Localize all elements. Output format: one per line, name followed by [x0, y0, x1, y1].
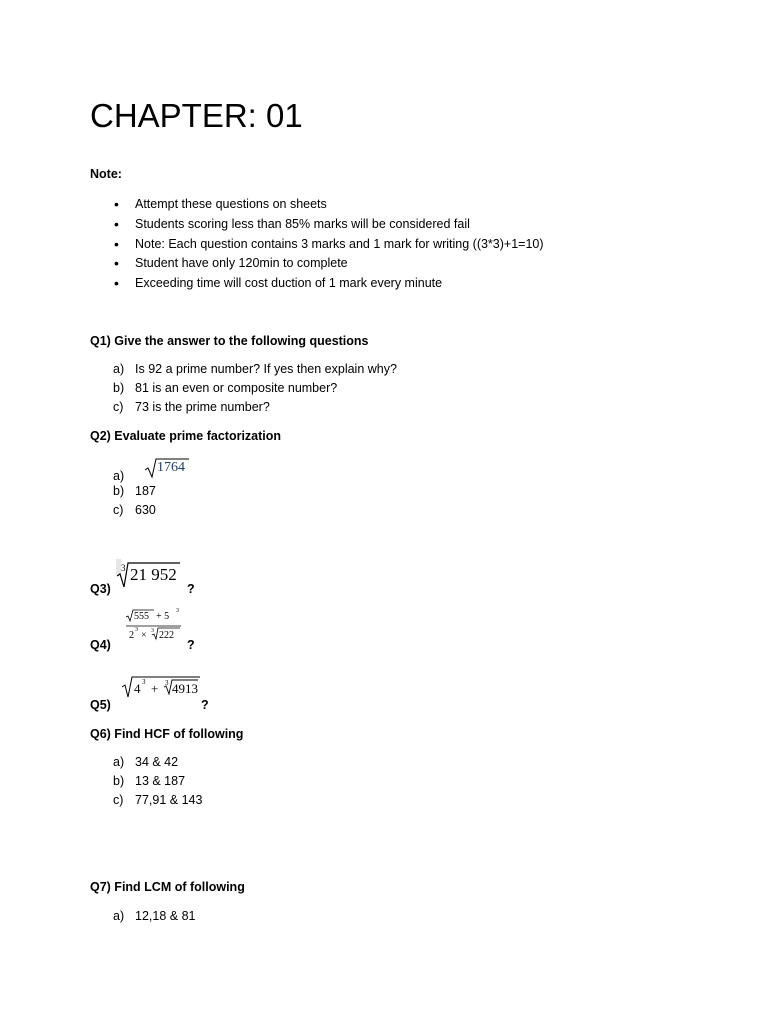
q2-heading: Q2) Evaluate prime factorization: [90, 429, 282, 443]
bullet-text: Student have only 120min to complete: [135, 256, 348, 270]
denominator-exponent: 3: [135, 627, 138, 633]
item-text: 34 & 42: [135, 755, 179, 769]
q3-label: Q3): [90, 582, 111, 596]
root-index: 3: [121, 563, 126, 573]
numerator-exponent: 3: [176, 608, 179, 614]
item-label: c): [113, 503, 124, 517]
sqrt-sum-expression: [120, 675, 202, 699]
item-label: c): [113, 793, 124, 807]
inner-radicand: 4913: [172, 681, 198, 696]
bullet-icon: •: [114, 216, 119, 232]
item-label: c): [113, 400, 124, 414]
question-mark: ?: [201, 698, 209, 712]
q4-label: Q4): [90, 638, 111, 652]
item-text: 12,18 & 81: [135, 909, 196, 923]
bullet-text: Exceeding time will cost duction of 1 mark every minute: [135, 276, 443, 290]
item-label: a): [113, 469, 125, 483]
q6-heading: Q6) Find HCF of following: [90, 727, 244, 741]
item-text: 77,91 & 143: [135, 793, 203, 807]
cube-root-expression: [114, 559, 182, 589]
q1-heading: Q1) Give the answer to the following questions: [90, 334, 369, 348]
page-title: CHAPTER: 01: [90, 97, 303, 134]
bullet-icon: •: [114, 236, 119, 252]
item-text: 73 is the prime number?: [135, 400, 270, 414]
denominator-base: 2: [129, 630, 134, 641]
bullet-icon: •: [114, 196, 119, 212]
bullet-text: Students scoring less than 85% marks will be considered fail: [135, 217, 470, 231]
exponent: 3: [142, 678, 146, 686]
radicand: 21 952: [130, 565, 177, 584]
item-label: a): [113, 755, 125, 769]
item-label: b): [113, 484, 125, 498]
bullet-text: Note: Each question contains 3 marks and 1 mark for writing ((3*3)+1=10): [135, 237, 544, 251]
item-label: b): [113, 381, 125, 395]
item-text: 13 & 187: [135, 774, 186, 788]
fraction-lines-icon: [124, 609, 184, 649]
denominator-radicand: 222: [159, 630, 174, 641]
bullet-text: Attempt these questions on sheets: [135, 197, 327, 211]
sqrt-1764-expression: [144, 457, 190, 479]
q7-heading: Q7) Find LCM of following: [90, 880, 245, 894]
q5-label: Q5): [90, 698, 111, 712]
times-sign: ×: [141, 630, 147, 641]
root-index: 3: [165, 679, 169, 687]
base-number: 4: [134, 681, 141, 696]
item-text: Is 92 a prime number? If yes then explain why?: [135, 362, 397, 376]
question-mark: ?: [187, 638, 195, 652]
numerator-radicand: 555: [134, 611, 149, 622]
item-text: 81 is an even or composite number?: [135, 381, 338, 395]
radicand: 1764: [157, 460, 185, 475]
bullet-icon: •: [114, 275, 119, 291]
item-label: b): [113, 774, 125, 788]
bullet-icon: •: [114, 255, 119, 271]
item-text: 187: [135, 484, 156, 498]
plus-sign: +: [151, 681, 159, 696]
note-heading: Note:: [90, 167, 122, 181]
item-label: a): [113, 362, 125, 376]
fraction-expression: [124, 609, 184, 649]
denominator-root-index: 3: [151, 628, 154, 634]
item-label: a): [113, 909, 125, 923]
question-mark: ?: [187, 582, 195, 596]
numerator-plus: + 5: [156, 611, 170, 622]
item-text: 630: [135, 503, 156, 517]
